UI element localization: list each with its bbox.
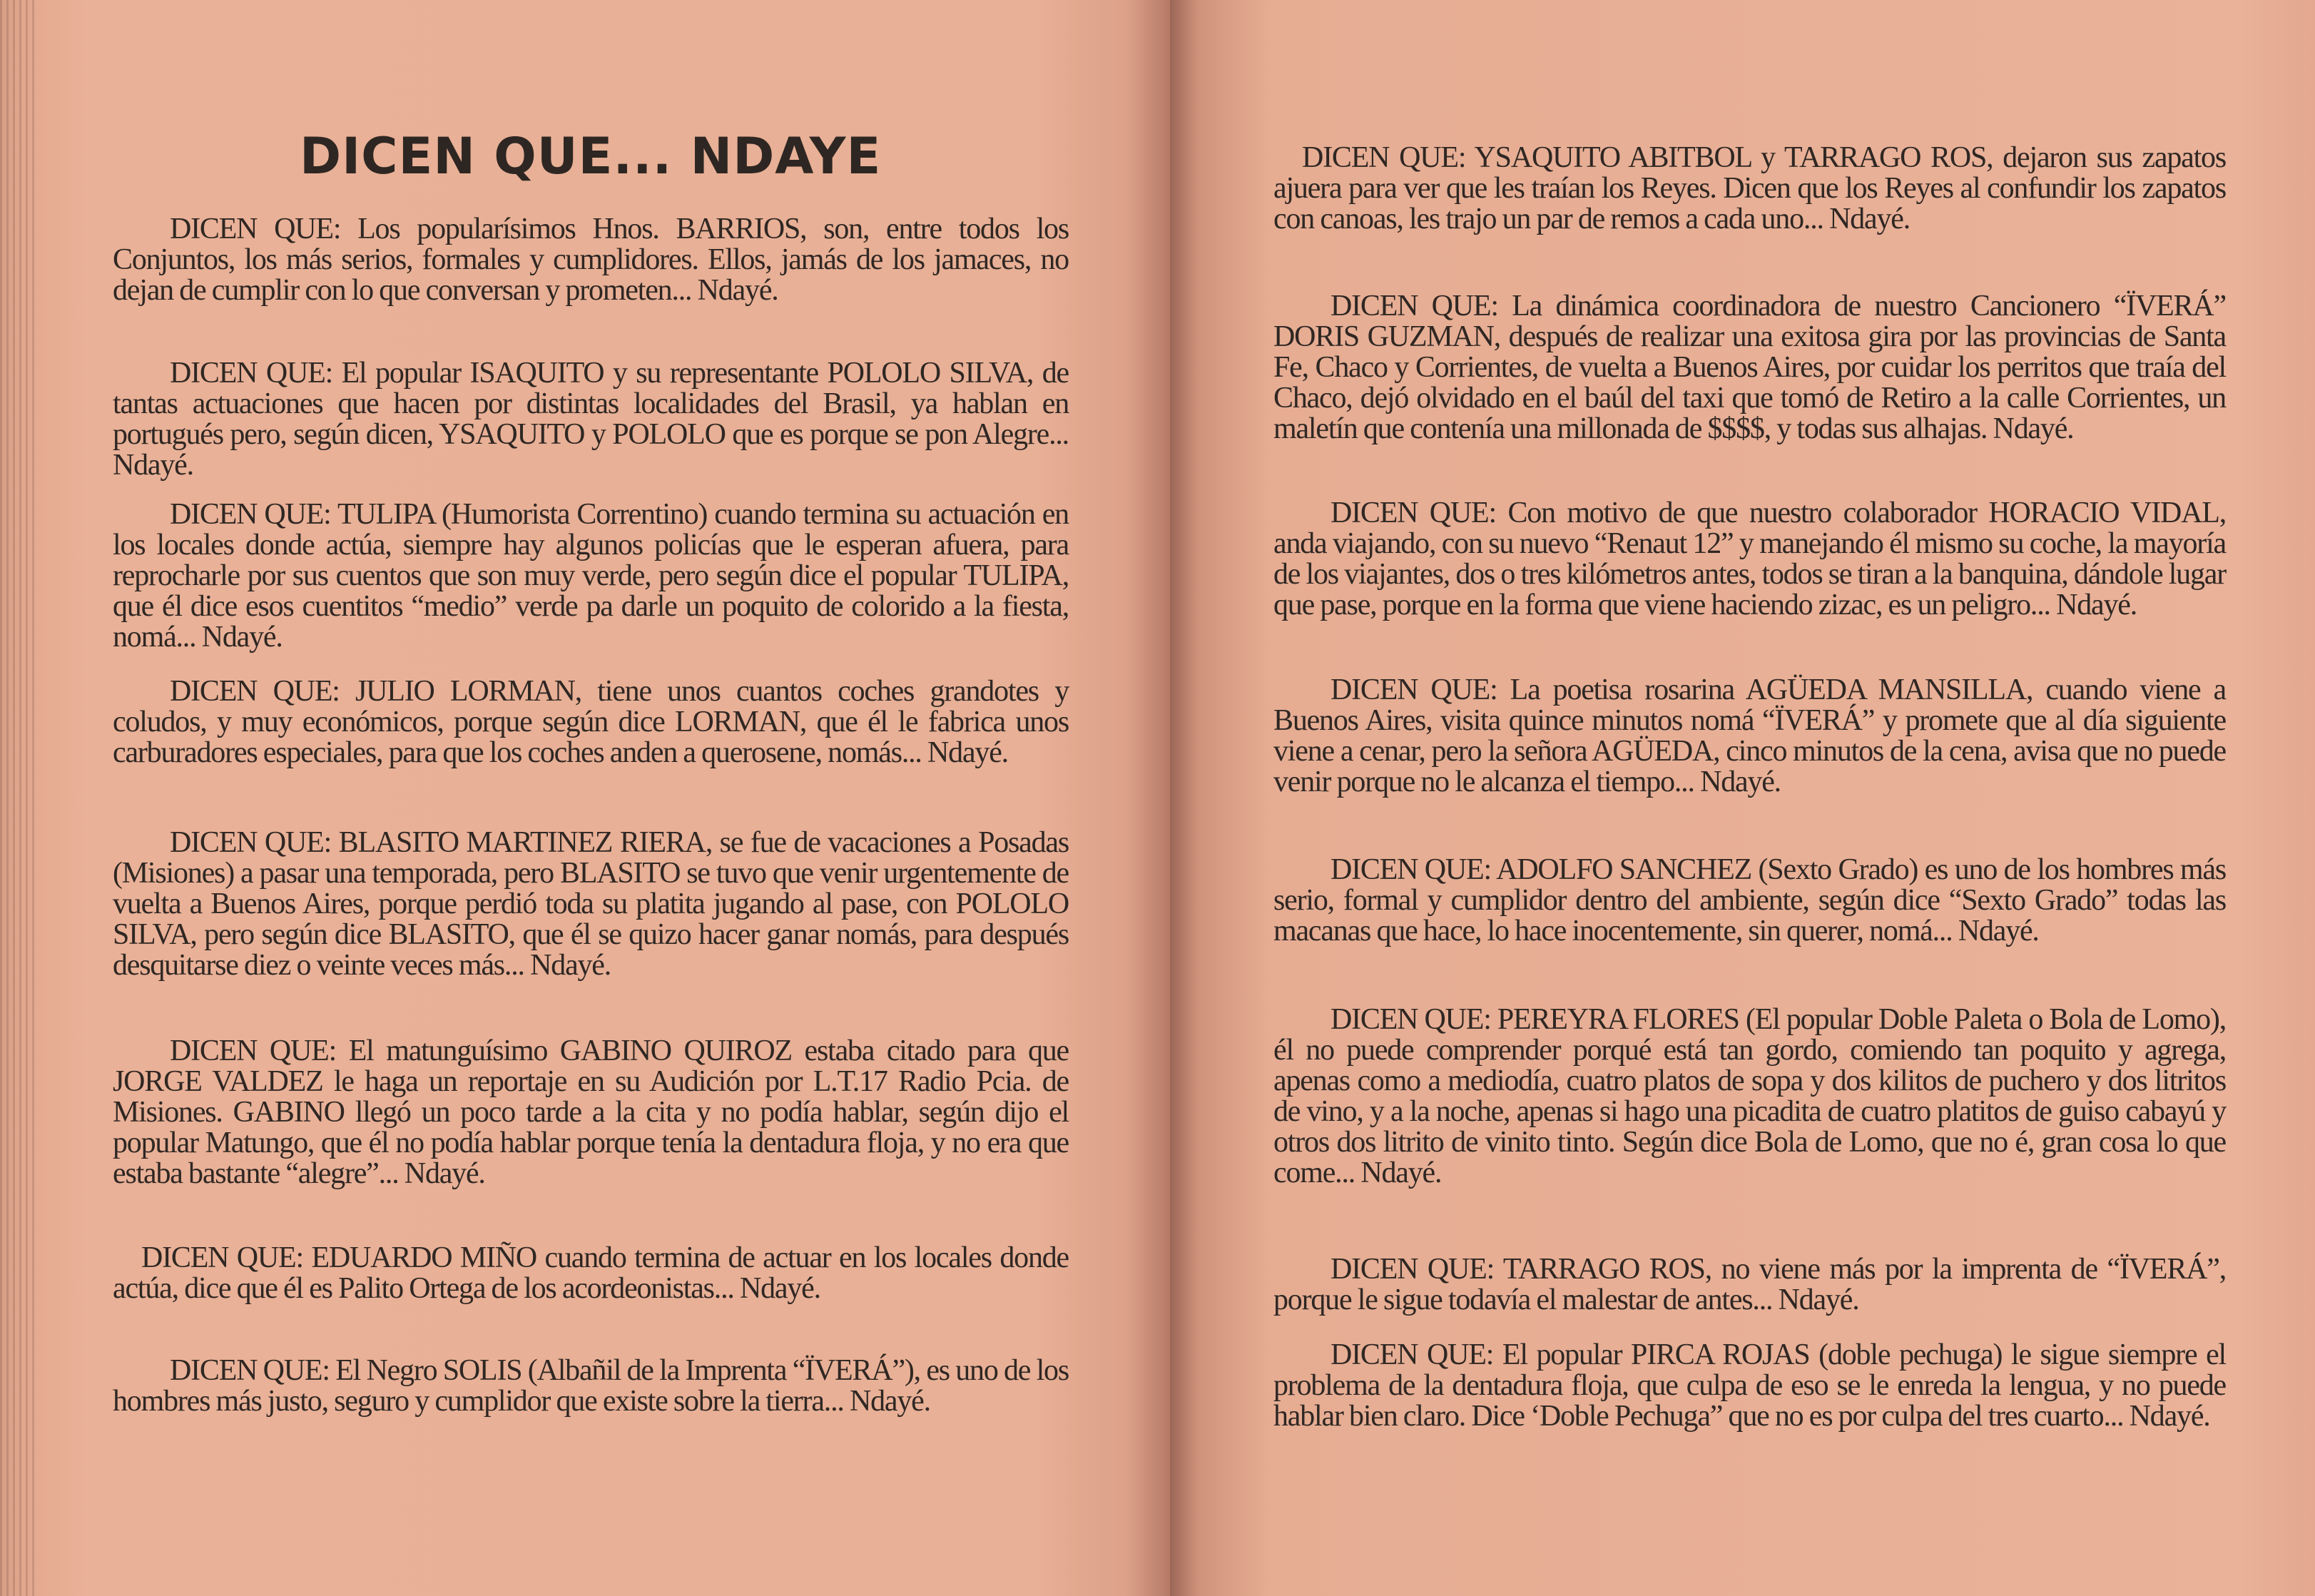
paragraph: DICEN QUE: YSAQUITO ABITBOL y TARRAGO ROS, dejaron sus zapatos ajuera para ver que les traían los Reyes. Dicen que los Reyes al confundir los zapatos con canoas, les trajo un par de remos a cada uno... Ndayé.	[1273, 141, 2226, 235]
paragraph: DICEN QUE: PEREYRA FLORES (El popular Doble Paleta o Bola de Lomo), él no puede comprender porqué está tan gordo, comiendo tan poquito y agrega, apenas como a mediodía, cuatro platos de sopa y dos kilitos de puchero y dos litritos de vino, y a la noche, apenas si hago una picadita de cuatro platitos de guiso cabayú y otros dos litrito de vinito tinto. Según dice Bola de Lomo, que no é, gran cosa lo que come... Ndayé.	[1273, 1003, 2226, 1189]
paragraph: DICEN QUE: JULIO LORMAN, tiene unos cuantos coches grandotes y coludos, y muy económicos, porque según dice LORMAN, que él le fabrica unos carburadores especiales, para que los coches anden a querosene, nomás... Ndayé.	[113, 675, 1069, 769]
paragraph: DICEN QUE: El popular ISAQUITO y su representante POLOLO SILVA, de tantas actuaciones que hacen por distintas localidades del Brasil, ya hablan en portugués pero, según dicen, YSAQUITO y POLOLO que es porque se pon Alegre... Ndayé.	[113, 357, 1069, 482]
page-title: DICEN QUE... NDAYE	[300, 127, 882, 185]
paragraph: DICEN QUE: La dinámica coordinadora de nuestro Cancionero “ÏVERÁ” DORIS GUZMAN, después de realizar una exitosa gira por las provincias de Santa Fe, Chaco y Corrientes, de vuelta a Buenos Aires, por cuidar los perritos que traía del Chaco, dejó olvidado en el baúl del taxi que tomó de Retiro a la calle Corrientes, un maletín que contenía una millonada de $$$$, y todas sus alhajas. Ndayé.	[1273, 290, 2226, 445]
paragraph: DICEN QUE: Con motivo de que nuestro colaborador HORACIO VIDAL, anda viajando, con su nuevo “Renaut 12” y manejando él mismo su coche, la mayoría de los viajantes, dos o tres kilómetros antes, todos se tiran a la banquina, dándole lugar que pase, porque en la forma que viene haciendo zizac, es un peligro... Ndayé.	[1273, 497, 2226, 621]
paragraph: DICEN QUE: Los popularísimos Hnos. BARRIOS, son, entre todos los Conjuntos, los más serios, formales y cumplidores. Ellos, jamás de los jamaces, no dejan de cumplir con lo que conversan y prometen... Ndayé.	[113, 213, 1069, 307]
paragraph: DICEN QUE: El Negro SOLIS (Albañil de la Imprenta “ÏVERÁ”), es uno de los hombres más justo, seguro y cumplidor que existe sobre la tierra... Ndayé.	[113, 1354, 1069, 1418]
page-edges	[0, 0, 36, 1596]
paragraph: DICEN QUE: BLASITO MARTINEZ RIERA, se fue de vacaciones a Posadas (Misiones) a pasar una temporada, pero BLASITO se tuvo que venir urgentemente de vuelta a Buenos Aires, porque perdió toda su platita jugando al pase, con POLOLO SILVA, pero según dice BLASITO, que él se quizo hacer ganar nomás, para después desquitarse diez o veinte veces más... Ndayé.	[113, 826, 1069, 982]
paragraph: DICEN QUE: La poetisa rosarina AGÜEDA MANSILLA, cuando viene a Buenos Aires, visita quince minutos nomá “ÏVERÁ” y promete que al día siguiente viene a cenar, pero la señora AGÜEDA, cinco minutos de la cena, avisa que no puede venir porque no le alcanza el tiempo... Ndayé.	[1273, 674, 2226, 798]
right-page	[1170, 0, 2315, 1596]
paragraph: DICEN QUE: EDUARDO MIÑO cuando termina de actuar en los locales donde actúa, dice que él es Palito Ortega de los acordeonistas... Ndayé.	[113, 1241, 1069, 1305]
paragraph: DICEN QUE: El popular PIRCA ROJAS (doble pechuga) le sigue siempre el problema de la dentadura floja, que culpa de eso se le enreda la lengua, y no puede hablar bien claro. Dice ‘Doble Pechuga” que no es por culpa del tres cuarto... Ndayé.	[1273, 1338, 2226, 1433]
paragraph: DICEN QUE: TARRAGO ROS, no viene más por la imprenta de “ÏVERÁ”, porque le sigue todavía el malestar de antes... Ndayé.	[1273, 1253, 2226, 1316]
paragraph: DICEN QUE: El matunguísimo GABINO QUIROZ estaba citado para que JORGE VALDEZ le haga un reportaje en su Audición por L.T.17 Radio Pcia. de Misiones. GABINO llegó un poco tarde a la cita y no podía hablar, según dijo el popular Matungo, que él no podía hablar porque tenía la dentadura floja, y no era que estaba bastante “alegre”... Ndayé.	[113, 1035, 1069, 1190]
paragraph: DICEN QUE: TULIPA (Humorista Correntino) cuando termina su actuación en los locales donde actúa, siempre hay algunos policías que le esperan afuera, para reprocharle por sus cuentos que son muy verde, pero según dice el popular TULIPA, que él dice esos cuentitos “medio” verde pa darle un poquito de colorido a la fiesta, nomá... Ndayé.	[113, 498, 1069, 654]
paragraph: DICEN QUE: ADOLFO SANCHEZ (Sexto Grado) es uno de los hombres más serio, formal y cumplidor dentro del ambiente, según dice “Sexto Grado” todas las macanas que hace, lo hace inocentemente, sin querer, nomá... Ndayé.	[1273, 853, 2226, 947]
